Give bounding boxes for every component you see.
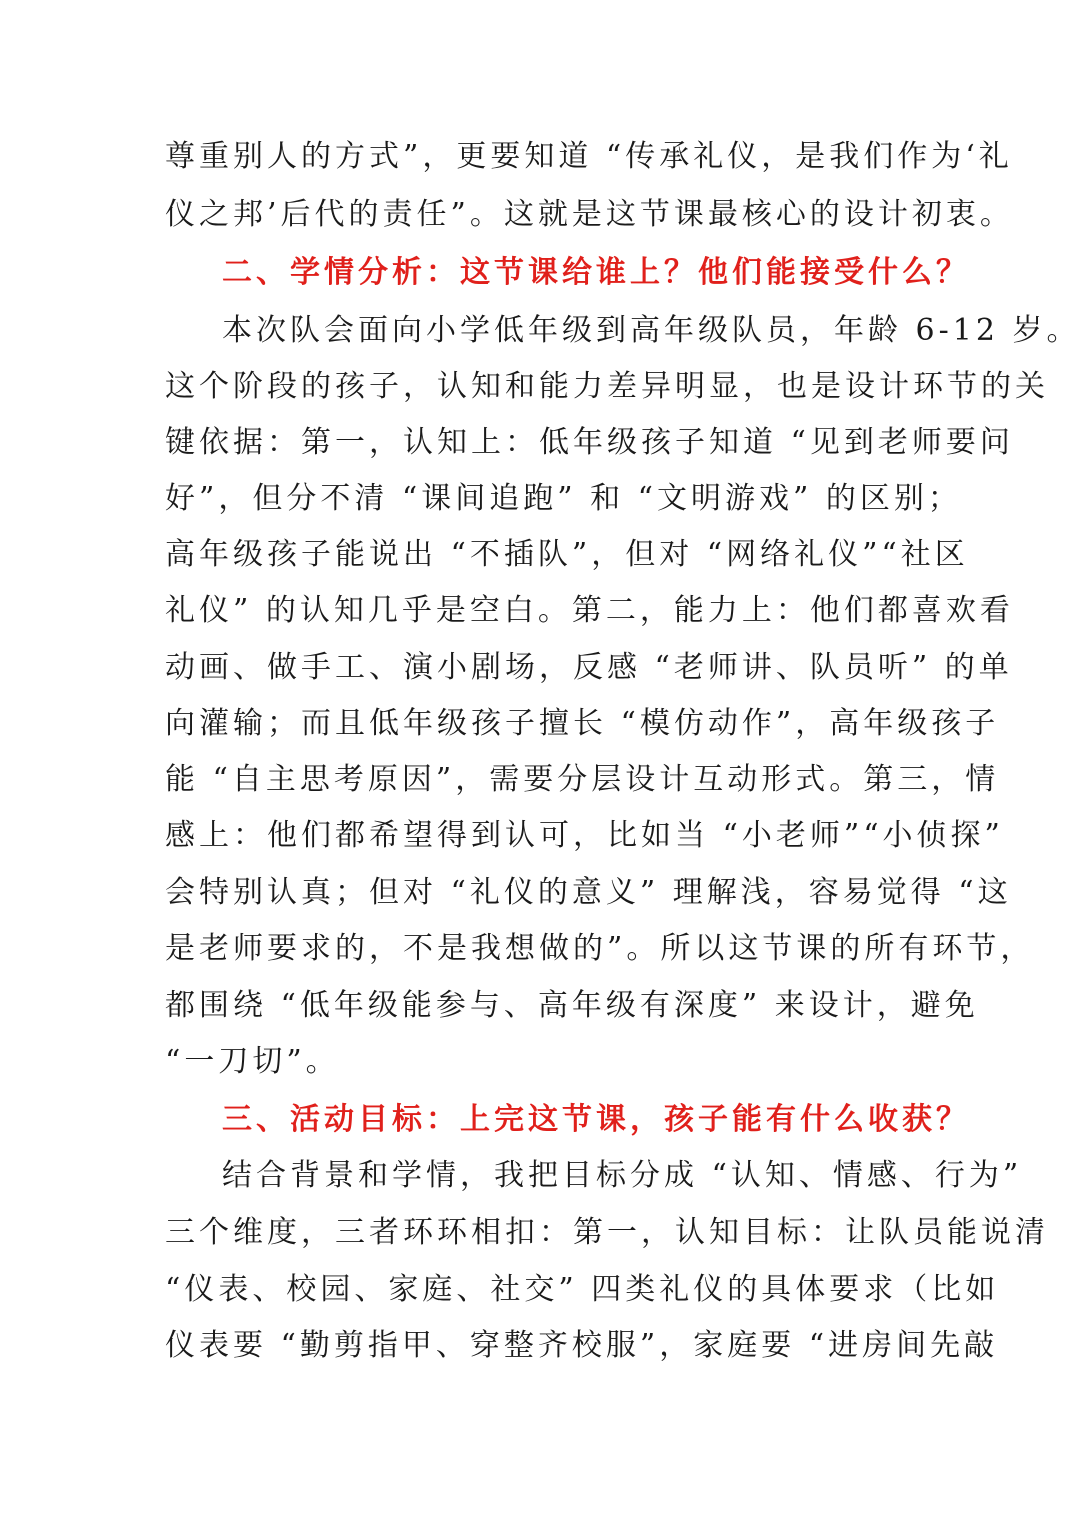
section-heading-learner-analysis: 二、学情分析：这节课给谁上？他们能接受什么？: [222, 255, 970, 290]
paragraph-first-line: 结合背景和学情，我把目标分成 “认知、情感、行为”: [222, 1158, 1023, 1193]
body-text-line: 会特别认真；但对 “礼仪的意义” 理解浅，容易觉得 “这: [165, 875, 1012, 910]
body-text-line: “一刀切”。: [165, 1044, 340, 1079]
body-text-line: 三个维度，三者环环相扣：第一，认知目标：让队员能说清: [165, 1215, 1049, 1250]
body-text-line: 向灌输；而且低年级孩子擅长 “模仿动作”，高年级孩子: [165, 706, 1000, 741]
body-text-line: 键依据：第一，认知上：低年级孩子知道 “见到老师要问: [165, 425, 1014, 460]
body-text-line: 动画、做手工、演小剧场，反感 “老师讲、队员听” 的单: [165, 650, 1013, 685]
body-text-line: 仪表要 “勤剪指甲、穿整齐校服”，家庭要 “进房间先敲: [165, 1328, 999, 1363]
body-text-line: 能 “自主思考原因”，需要分层设计互动形式。第三，情: [165, 762, 1000, 797]
body-text-line: 感上：他们都希望得到认可，比如当 “小老师”“小侦探”: [165, 818, 1004, 853]
body-text-line: 好”，但分不清 “课间追跑” 和 “文明游戏” 的区别；: [165, 481, 962, 516]
body-text-line: “仪表、校园、家庭、社交” 四类礼仪的具体要求（比如: [165, 1272, 1000, 1307]
body-text-line: 都围绕 “低年级能参与、高年级有深度” 来设计，避免: [165, 988, 979, 1023]
body-text-line: 仪之邦’后代的责任”。这就是这节课最核心的设计初衷。: [165, 197, 1014, 232]
body-text-line: 礼仪” 的认知几乎是空白。第二，能力上：他们都喜欢看: [165, 593, 1014, 628]
body-text-line: 是老师要求的，不是我想做的”。所以这节课的所有环节，: [165, 931, 1035, 966]
body-text-line: 高年级孩子能说出 “不插队”，但对 “网络礼仪”“社区: [165, 537, 969, 572]
section-heading-activity-goals: 三、活动目标：上完这节课，孩子能有什么收获？: [222, 1102, 970, 1137]
body-text-line: 这个阶段的孩子，认知和能力差异明显，也是设计环节的关: [165, 369, 1049, 404]
body-text-line: 尊重别人的方式”，更要知道 “传承礼仪，是我们作为‘礼: [165, 139, 1013, 174]
paragraph-first-line: 本次队会面向小学低年级到高年级队员，年龄 6-12 岁。: [222, 313, 1080, 348]
